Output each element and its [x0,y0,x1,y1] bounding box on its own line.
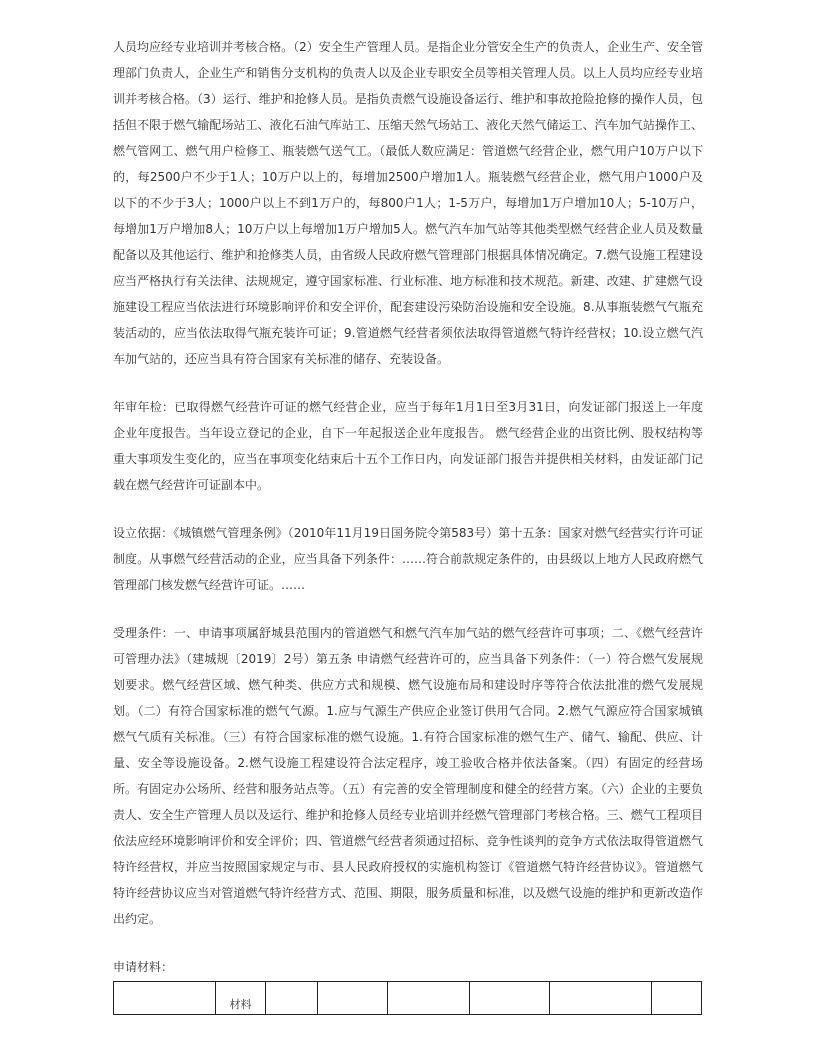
table-cell [470,982,550,1015]
table-cell [550,982,652,1015]
paragraph-acceptance-conditions: 受理条件：一、申请事项属舒城县范围内的管道燃气和燃气汽车加气站的燃气经营许可事项；二、《燃气经营许可管理办法》（建城规〔2019〕2号）第五条 申请燃气经营许可的，应当具备下列条件：（一）符合燃气发展规划要求。燃气经营区域、燃气种类、供应方式和规模、燃气设施布局和建设时序等符合依法批准的燃气发展规划。（二）有符合国家标准的燃气气源。1.应与气源生产供应企业签订供用气合同。2.燃气气源应符合国家城镇燃气气质有关标准。（三）有符合国家标准的燃气设施。1.有符合国家标准的燃气生产、储气、输配、供应、计量、安全等设施设备。2.燃气设施工程建设符合法定程序，竣工验收合格并依法备案。（四）有固定的经营场所。有固定办公场所、经营和服务站点等。（五）有完善的安全管理制度和健全的经营方案。（六）企业的主要负责人、安全生产管理人员以及运行、维护和抢修人员经专业培训并经燃气管理部门考核合格。三、燃气工程项目依法应经环境影响评价和安全评价；四、管道燃气经营者须通过招标、竞争性谈判的竞争方式依法取得管道燃气特许经营权，并应当按照国家规定与市、县人民政府授权的实施机构签订《管道燃气特许经营协议》。管道燃气特许经营协议应当对管道燃气特许经营方式、范围、期限，服务质量和标准，以及燃气设施的维护和更新改造作出约定。 [113,626,703,926]
table-header-row [114,982,702,1015]
paragraph-personnel-requirements: 人员均应经专业培训并考核合格。（2）安全生产管理人员。是指企业分管安全生产的负责人，企业生产、安全管理部门负责人，企业生产和销售分支机构的负责人以及企业专职安全员等相关管理人员。以上人员均应经专业培训并考核合格。（3）运行、维护和抢修人员。是指负责燃气设施设备运行、维护和事故抢险抢修的操作人员，包括但不限于燃气输配场站工、液化石油气库站工、压缩天然气场站工、液化天然气储运工、汽车加气站操作工、燃气管网工、燃气用户检修工、瓶装燃气送气工。（最低人数应满足：管道燃气经营企业，燃气用户10万户以下的，每2500户不少于1人；10万户以上的，每增加2500户增加1人。瓶装燃气经营企业，燃气用户1000户及以下的不少于3人；1000户以上不到1万户的，每800户1人；1-5万户，每增加1万户增加10人；5-10万户，每增加1万户增加8人；10万户以上每增加1万户增加5人。燃气汽车加气站等其他类型燃气经营企业人员及数量配备以及其他运行、维护和抢修类人员，由省级人民政府燃气管理部门根据具体情况确定。7.燃气设施工程建设应当严格执行有关法律、法规规定，遵守国家标准、行业标准、地方标准和技术规范。新建、改建、扩建燃气设施建设工程应当依法进行环境影响评价和安全评价，配套建设污染防治设施和安全设施。8.从事瓶装燃气气瓶充装活动的，应当依法取得气瓶充装许可证；9.管道燃气经营者须依法取得管道燃气特许经营权；10.设立燃气汽车加气站的，还应当具有符合国家有关标准的储存、充装设备。 [113,40,703,366]
application-materials-label: 申请材料： [113,960,174,974]
materials-table [113,981,702,1015]
paragraph-legal-basis: 设立依据：《城镇燃气管理条例》（2010年11月19日国务院令第583号）第十五条：国家对燃气经营实行许可证制度。从事燃气经营活动的企业，应当具备下列条件：……符合前款规定条件的，由县级以上地方人民政府燃气管理部门核发燃气经营许可证。…… [113,526,703,592]
table-cell [388,982,470,1015]
table-cell [114,982,216,1015]
table-cell [266,982,318,1015]
table-cell [652,982,702,1015]
document-body [113,34,703,980]
paragraph-annual-review: 年审年检：已取得燃气经营许可证的燃气经营企业，应当于每年1月1日至3月31日，向发证部门报送上一年度企业年度报告。当年设立登记的企业，自下一年起报送企业年度报告。 燃气经营企业的出资比例、股权结构等重大事项发生变化的，应当在事项变化结束后十五个工作日内，向发证部门报告并提供相关材料，由发证部门记载在燃气经营许可证副本中。 [113,400,703,492]
table-cell [318,982,388,1015]
table-cell-materials-header: 材料 [216,982,266,1015]
